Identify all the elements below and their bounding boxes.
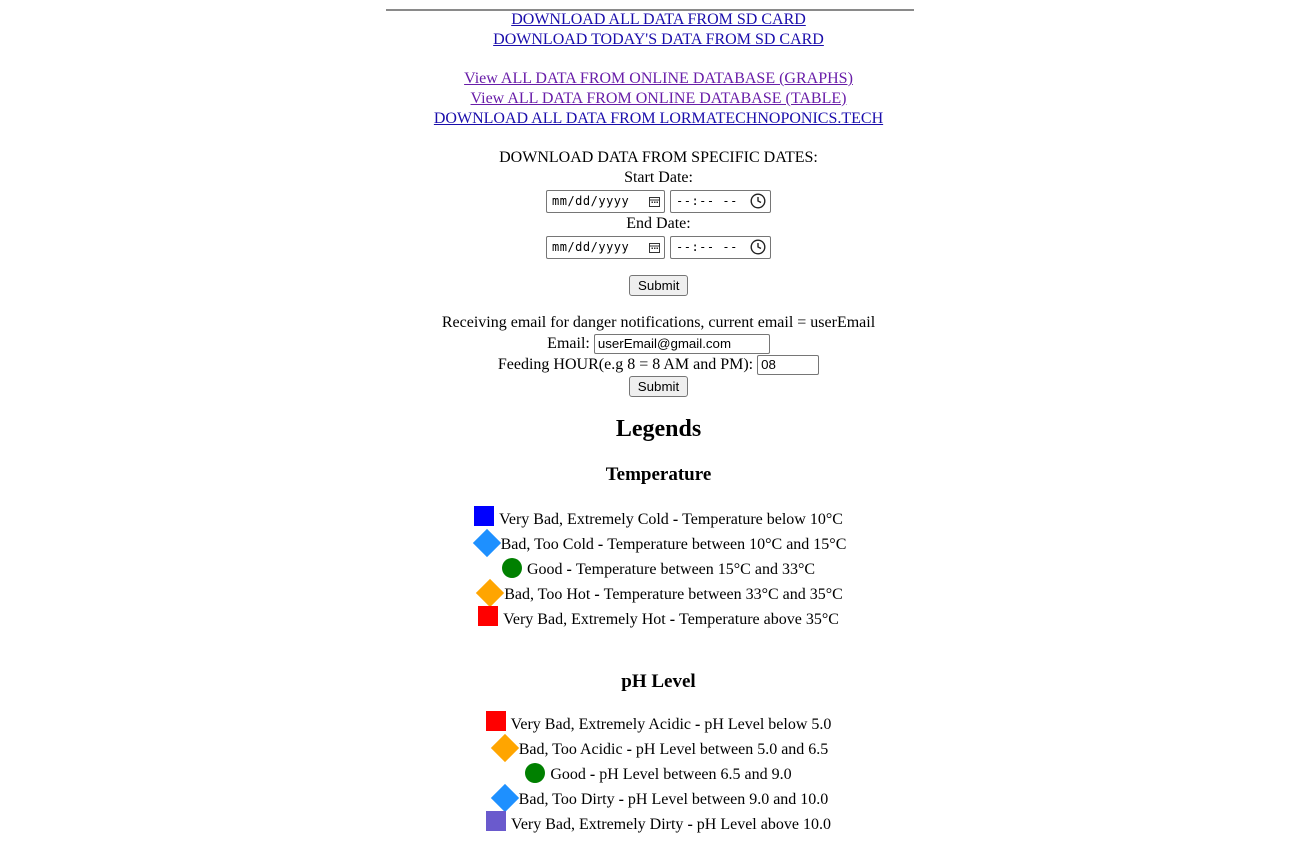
email-row [0, 333, 1300, 354]
download-today-sd-link[interactable]: DOWNLOAD TODAY'S DATA FROM SD CARD [493, 31, 824, 48]
legend-status: Very Bad, Extremely Acidic [510, 715, 691, 733]
legend-description: pH Level below 5.0 [704, 715, 832, 733]
legend-separator: - [593, 535, 608, 553]
end-time-input[interactable] [670, 236, 771, 259]
start-date-input[interactable] [546, 190, 665, 213]
legend-item [0, 582, 1300, 607]
legend-item [0, 607, 1300, 632]
email-notice: Receiving email for danger notifications, current email = userEmail [441, 314, 876, 331]
clock-icon[interactable] [750, 193, 766, 209]
legend-item [0, 532, 1300, 557]
temperature-legend [0, 507, 1300, 632]
feeding-hour-input[interactable]: 08 [757, 355, 819, 375]
start-datetime-row [0, 188, 1300, 214]
email-input[interactable]: userEmail@gmail.com [594, 334, 770, 354]
end-date-input[interactable] [546, 236, 665, 259]
legend-description: pH Level between 6.5 and 9.0 [599, 765, 792, 783]
circle-icon [525, 763, 545, 783]
legend-status: Good [550, 765, 586, 783]
calendar-icon[interactable] [649, 242, 660, 253]
email-label: Email: [547, 334, 590, 352]
view-online-table-link[interactable]: View ALL DATA FROM ONLINE DATABASE (TABLE) [470, 90, 847, 107]
date-range-form [0, 148, 1300, 260]
diamond-icon [472, 528, 500, 556]
legend-status: Very Bad, Extremely Dirty [511, 815, 684, 833]
legend-status: Good [526, 560, 563, 578]
start-time-input[interactable] [670, 190, 771, 213]
end-date-label: End Date: [626, 215, 691, 232]
end-time-placeholder: --:-- -- [676, 240, 738, 254]
download-site-link[interactable]: DOWNLOAD ALL DATA FROM LORMATECHNOPONICS.TECH [433, 110, 884, 127]
ph-legend-title: pH Level [621, 671, 696, 692]
legend-separator: - [683, 815, 697, 833]
start-time-placeholder: --:-- -- [676, 194, 738, 208]
start-date-label: Start Date: [624, 169, 693, 186]
square-icon [486, 711, 506, 731]
legend-description: pH Level above 10.0 [696, 815, 831, 833]
feeding-hour-label: Feeding HOUR(e.g 8 = 8 AM and PM): [497, 355, 754, 373]
legend-separator: - [614, 790, 628, 808]
clock-icon[interactable] [750, 239, 766, 255]
calendar-icon[interactable] [649, 196, 660, 207]
legend-item [0, 507, 1300, 532]
diamond-icon [491, 783, 519, 811]
start-date-placeholder: mm/dd/yyyy [552, 194, 630, 208]
notification-submit-button[interactable]: Submit [629, 376, 688, 397]
temperature-legend-title: Temperature [605, 464, 712, 485]
legend-item [0, 737, 1300, 762]
square-icon [474, 506, 494, 526]
legend-separator: - [665, 610, 680, 628]
legend-status: Very Bad, Extremely Hot [503, 610, 666, 628]
legend-separator: - [668, 510, 683, 528]
legend-description: pH Level between 9.0 and 10.0 [627, 790, 829, 808]
diamond-icon [491, 733, 519, 761]
legend-separator: - [562, 560, 576, 578]
legend-item [0, 557, 1300, 582]
legend-separator: - [590, 585, 604, 603]
ph-legend [0, 712, 1300, 837]
legend-description: Temperature between 10°C and 15°C [607, 535, 847, 553]
legend-status: Bad, Too Dirty [518, 790, 615, 808]
notification-form [0, 313, 1300, 397]
end-date-placeholder: mm/dd/yyyy [552, 240, 630, 254]
legend-description: Temperature between 33°C and 35°C [603, 585, 843, 603]
legend-description: Temperature above 35°C [679, 610, 839, 628]
download-all-sd-link[interactable]: DOWNLOAD ALL DATA FROM SD CARD [511, 11, 806, 28]
legend-item [0, 762, 1300, 787]
square-icon [478, 606, 498, 626]
legend-item [0, 812, 1300, 837]
feeding-hour-row [0, 354, 1300, 375]
square-icon [486, 811, 506, 831]
legend-status: Bad, Too Acidic [518, 740, 623, 758]
legends-title: Legends [615, 416, 702, 442]
legend-separator: - [585, 765, 600, 783]
date-range-heading: DOWNLOAD DATA FROM SPECIFIC DATES: [499, 149, 818, 166]
legend-description: pH Level between 5.0 and 6.5 [635, 740, 829, 758]
legend-item [0, 712, 1300, 737]
legend-description: Temperature between 15°C and 33°C [575, 560, 816, 578]
circle-icon [502, 558, 522, 578]
legend-status: Very Bad, Extremely Cold [499, 510, 669, 528]
legend-separator: - [690, 715, 705, 733]
legend-status: Bad, Too Hot [504, 585, 591, 603]
legend-item [0, 787, 1300, 812]
legend-status: Bad, Too Cold [500, 535, 594, 553]
legend-description: Temperature below 10°C [682, 510, 843, 528]
end-datetime-row [0, 234, 1300, 260]
view-online-graphs-link[interactable]: View ALL DATA FROM ONLINE DATABASE (GRAPHS) [464, 70, 853, 87]
date-range-submit-button[interactable]: Submit [629, 275, 688, 296]
download-links [0, 10, 1300, 129]
diamond-icon [476, 578, 504, 606]
legend-separator: - [622, 740, 636, 758]
